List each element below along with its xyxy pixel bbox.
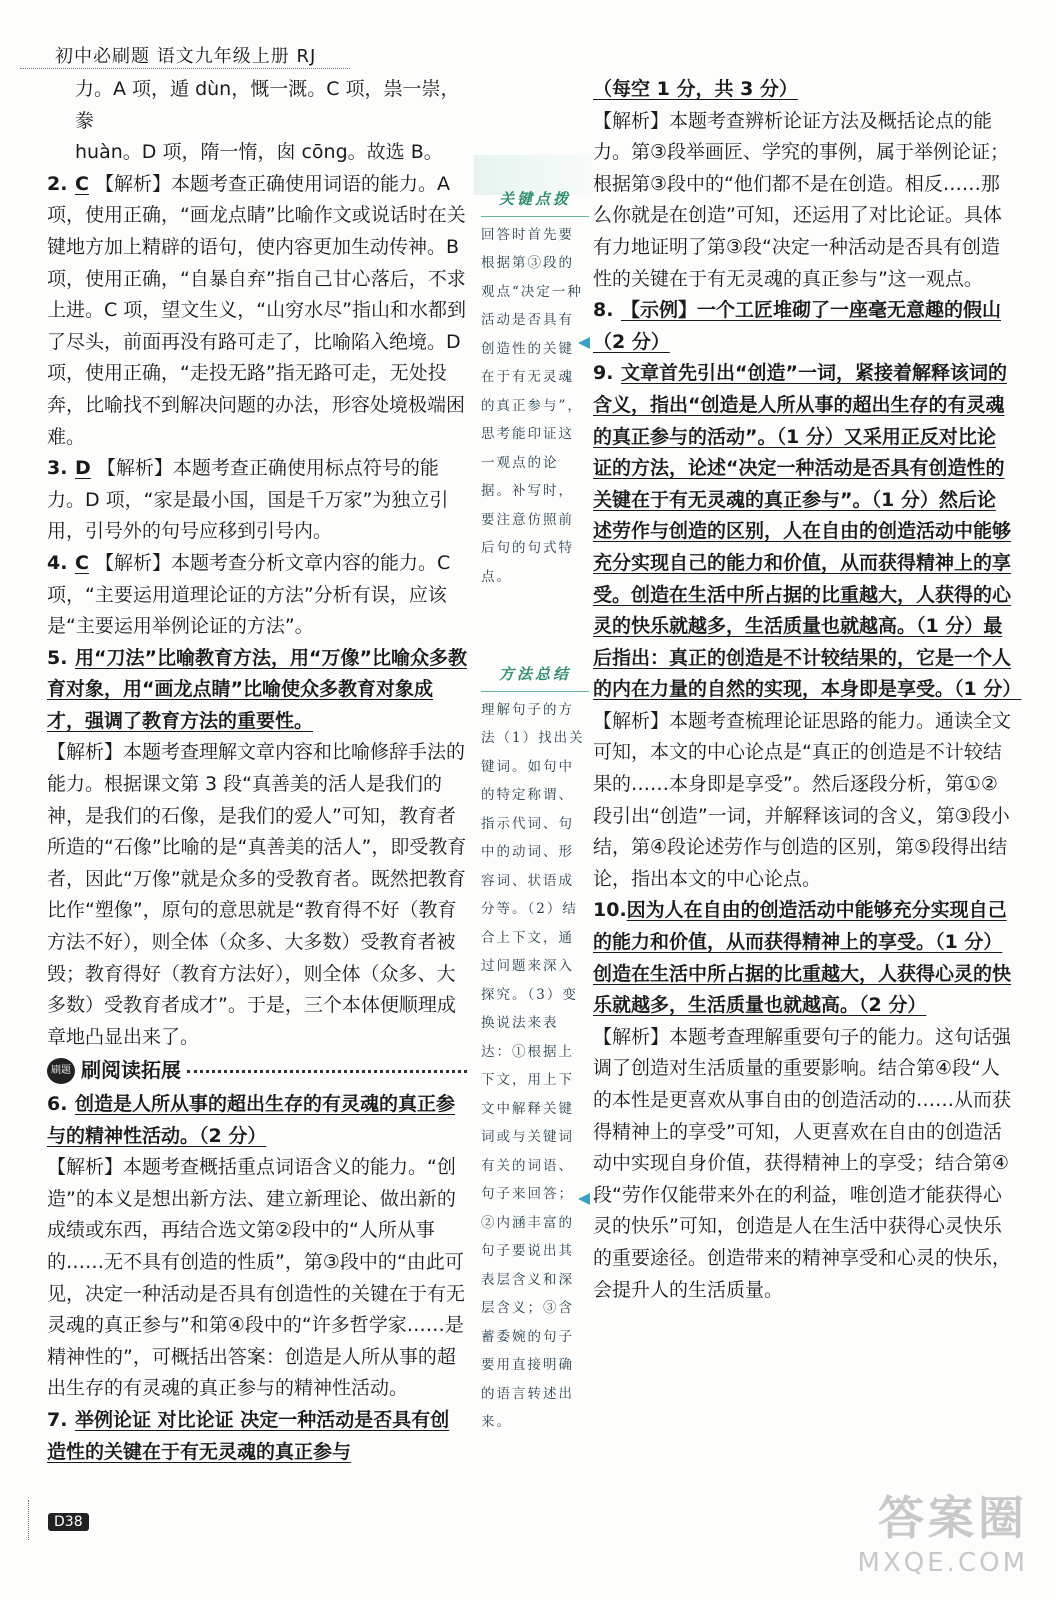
question-4 bbox=[47, 548, 467, 643]
side-note-title-key: 关键点拨 bbox=[481, 185, 589, 217]
question-6-number: 6. bbox=[47, 1093, 68, 1115]
question-9-analysis: 【解析】本题考查梳理论证思路的能力。通读全文可知，本文的中心论点是“真正的创造是不计较结果的……本身即是享受”。然后逐段分析，第①②段引出“创造”一词，并解释该词的含义，第③段小结，第④段论述劳作与创造的区别，第⑤段得出结论，指出本文的中心论点。 bbox=[593, 709, 1012, 890]
question-10-answer: 因为人在自由的创造活动中能够充分实现自己的能力和价值，从而获得精神上的享受。（1 分）创造在生活中所占据的比重越大，人获得心灵的快乐就越多，生活质量也就越高。（2 分） bbox=[593, 899, 1012, 1017]
section-badge-icon: 刷题 bbox=[47, 1058, 75, 1084]
question-6-analysis: 【解析】本题考查概括重点词语含义的能力。“创造”的本义是想出新方法、建立新理论、做出新的成绩或东西，再结合选文第②段中的“人所从事的……无不具有创造的性质”，第③段中的“由此可见，决定一种活动是否具有创造性的关键在于有无灵魂的真正参与”和第④段中的“许多哲学家……是精神性的”，可概括出答案：创造是人所从事的超出生存的有灵魂的真正参与的精神性活动。 bbox=[47, 1156, 466, 1400]
question-2-analysis: 【解析】本题考查正确使用词语的能力。A 项，使用正确，“画龙点睛”比喻作文或说话时在关键地方加上精辟的语句，使内容更加生动传神。B 项，使用正确，“自暴自弃”指自己甘心落后，不求上进。C 项，望文生义，“山穷水尽”指山和水都到了尽头，前面再没有路可走了，比喻陷入绝境。D 项，使用正确，“走投无路”指无路可走，无处投奔，比喻找不到解决问题的办法，形容处境极端困难。 bbox=[47, 172, 466, 448]
question-10 bbox=[593, 895, 1013, 1021]
continued-line-1: 力。A 项，遁 dùn，慨一溉。C 项，祟一崇，豢 bbox=[75, 78, 460, 132]
page-number: D38 bbox=[48, 1513, 89, 1531]
question-2 bbox=[47, 169, 467, 453]
question-9-number: 9. bbox=[593, 362, 614, 385]
question-3-number: 3. bbox=[47, 457, 68, 480]
question-10-analysis: 【解析】本题考查理解重要句子的能力。这句话强调了创造对生活质量的重要影响。结合第④段“人的本性是更喜欢从事自由的创造活动的……从而获得精神上的享受”可知，人更喜欢在自由的创造活动中实现自身价值，获得精神上的享受；结合第④段“劳作仅能带来外在的利益，唯创造才能获得心灵的快乐”可知，创造是人在生活中获得心灵快乐的重要途径。创造带来的精神享受和心灵的快乐，会提升人的生活质量。 bbox=[593, 1025, 1012, 1301]
question-6-answer: 创造是人所从事的超出生存的有灵魂的真正参与的精神性活动。（2 分） bbox=[47, 1093, 456, 1147]
question-7 bbox=[47, 1405, 467, 1468]
side-note-key-points bbox=[481, 185, 589, 591]
side-note-method bbox=[481, 660, 589, 1437]
side-note-text-key: 回答时首先要根据第③段的观点“决定一种活动是否具有创造性的关键在于有无灵魂的真正参与”，思考能印证这一观点的论据。补写时，要注意仿照前后句的句式特点。 bbox=[481, 226, 583, 585]
question-10-number: 10. bbox=[593, 899, 627, 922]
question-8-number: 8. bbox=[593, 299, 614, 322]
question-3-answer: D bbox=[75, 457, 91, 480]
question-8 bbox=[593, 295, 1013, 358]
question-5-number: 5. bbox=[47, 646, 68, 669]
section-banner bbox=[47, 1055, 467, 1087]
watermark bbox=[858, 1482, 1028, 1578]
header-divider bbox=[20, 68, 350, 69]
watermark-logo: 答案圈 bbox=[878, 1491, 1028, 1545]
side-note-title-method: 方法总结 bbox=[481, 660, 589, 692]
pointer-arrow-icon bbox=[578, 337, 590, 349]
question-6 bbox=[47, 1089, 467, 1152]
pointer-arrow-icon bbox=[578, 1193, 590, 1205]
question-3 bbox=[47, 453, 467, 548]
question-5-answer: 用“刀法”比喻教育方法，用“万像”比喻众多教育对象，用“画龙点睛”比喻使众多教育对象成才，强调了教育方法的重要性。 bbox=[47, 646, 467, 732]
question-2-answer: C bbox=[75, 172, 89, 195]
continued-line-2: huàn。D 项，隋一惰，囱 cōng。故选 B。 bbox=[75, 141, 443, 164]
left-column bbox=[47, 74, 467, 1468]
question-7-analysis: 【解析】本题考查辨析论证方法及概括论点的能力。第③段举画匠、学究的事例，属于举例论证；根据第③段中的“他们都不是在创造。相反……那么你就是在创造”可知，还运用了对比论证。具体有力地证明了第③段“决定一种活动是否具有创造性的关键在于有无灵魂的真正参与”这一观点。 bbox=[593, 109, 1010, 290]
question-4-number: 4. bbox=[47, 551, 68, 574]
page-header: 初中必刷题 语文九年级上册 RJ bbox=[55, 46, 317, 67]
question-4-answer: C bbox=[75, 551, 89, 574]
question-9 bbox=[593, 358, 1022, 706]
question-7-continued: （每空 1 分，共 3 分） bbox=[593, 78, 798, 100]
question-3-analysis: 【解析】本题考查正确使用标点符号的能力。D 项，“家是最小国，国是千万家”为独立引用，引号外的句号应移到引号内。 bbox=[47, 457, 449, 543]
section-title: 刷阅读拓展 bbox=[81, 1058, 181, 1083]
right-column bbox=[593, 74, 1022, 1306]
question-9-answer: 文章首先引出“创造”一词，紧接着解释该词的含义，指出“创造是人所从事的超出生存的有灵魂的真正参与的活动”。（1 分）又采用正反对比论证的方法，论述“决定一种活动是否具有创造性的关键在于有无灵魂的真正参与”。（1 分）然后论述劳作与创造的区别，人在自由的创造活动中能够充分实现自己的能力和价值，从而获得精神上的享受。创造在生活中所占据的比重越大，人获得的心灵的快乐就越多，生活质量也就越高。（1 分）最后指出：真正的创造是不计较结果的，它是一个人的内在力量的自然的实现，本身即是享受。（1 分） bbox=[593, 362, 1022, 701]
question-4-analysis: 【解析】本题考查分析文章内容的能力。C 项，“主要运用道理论证的方法”分析有误，应该是“主要运用举例论证的方法”。 bbox=[47, 551, 451, 638]
question-5 bbox=[47, 643, 467, 738]
question-2-number: 2. bbox=[47, 172, 68, 195]
question-8-answer: 【示例】一个工匠堆砌了一座毫无意趣的假山（2 分） bbox=[593, 299, 1002, 353]
side-note-text-method: 理解句子的方法（1）找出关键词。如句中的特定称谓、指示代词、句中的动词、形容词、状语成分等。（2）结合上下文，通过问题来深入探究。（3）变换说法来表达：①根据上下文，用上下文中解释关键词或与关键词有关的词语、句子来回答；②内涵丰富的句子要说出其表层含义和深层含义；③含蓄委婉的句子要用直接明确的语言转述出来。 bbox=[481, 701, 585, 1430]
page-corner-mark bbox=[28, 1500, 43, 1540]
question-7-number: 7. bbox=[47, 1408, 68, 1431]
watermark-url: MXQE.COM bbox=[857, 1548, 1028, 1578]
question-5-analysis: 【解析】本题考查理解文章内容和比喻修辞手法的能力。根据课文第 3 段“真善美的活人是我们的神，是我们的石像，是我们的爱人”可知，教育者所造的“石像”比喻的是“真善美的活人”，即受教育者，因此“万像”就是众多的受教育者。既然把教育比作“塑像”，原句的意思就是“教育得不好（教育方法不好），则全体（众多、大多数）受教育者被毁；教育得好（教育方法好），则全体（众多、大多数）受教育者成才”。于是，三个本体便顺理成章地凸显出来了。 bbox=[47, 741, 467, 1048]
section-dotted-rule bbox=[187, 1070, 467, 1073]
question-7-answer: 举例论证 对比论证 决定一种活动是否具有创造性的关键在于有无灵魂的真正参与 bbox=[47, 1408, 450, 1463]
